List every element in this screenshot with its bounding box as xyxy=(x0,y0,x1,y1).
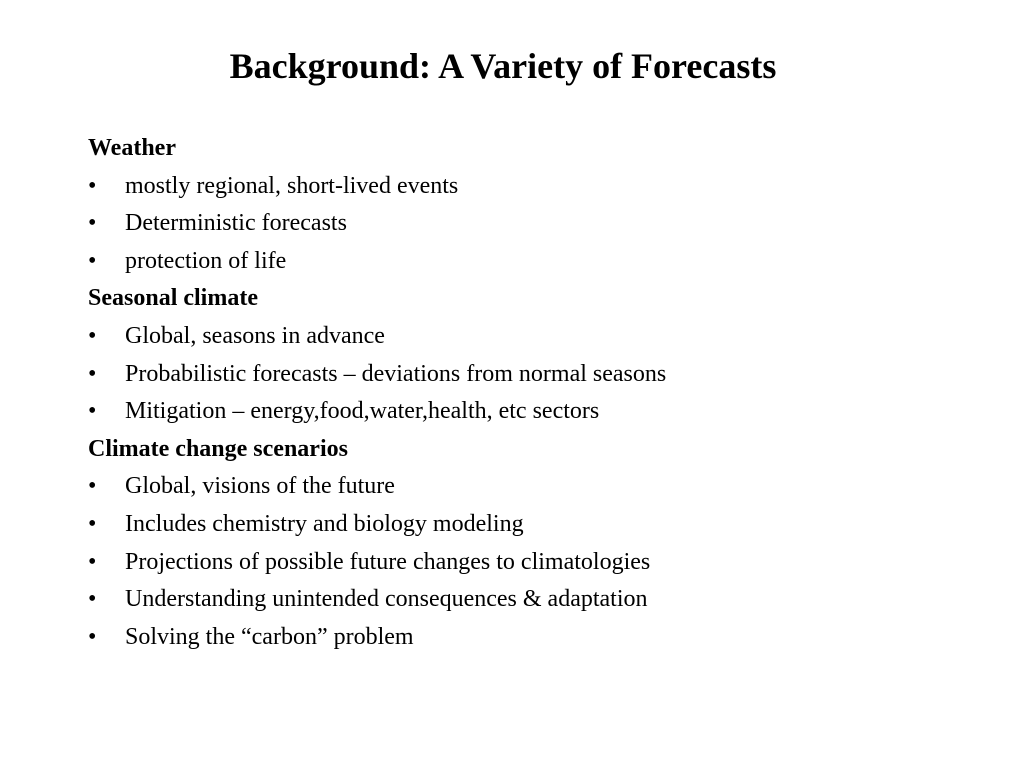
section-heading-climate-change-scenarios: Climate change scenarios xyxy=(88,435,348,462)
bullet-icon: • xyxy=(88,172,97,199)
bullet-text: Deterministic forecasts xyxy=(125,210,347,237)
bullet-icon: • xyxy=(88,586,97,613)
slide-title: Background: A Variety of Forecasts xyxy=(229,46,777,86)
bullet-text: Global, visions of the future xyxy=(125,473,395,500)
bullet-text: Mitigation – energy,food,water,health, etc sectors xyxy=(125,398,600,425)
bullet-item xyxy=(88,243,988,281)
slide-content xyxy=(88,130,988,656)
bullet-icon: • xyxy=(88,398,97,425)
bullet-item xyxy=(88,168,988,206)
bullet-icon: • xyxy=(88,623,97,650)
bullet-icon: • xyxy=(88,548,97,575)
bullet-text: mostly regional, short-lived events xyxy=(125,172,459,199)
bullet-item xyxy=(88,205,988,243)
bullet-text: Probabilistic forecasts – deviations from normal seasons xyxy=(125,360,667,387)
bullet-item xyxy=(88,356,988,394)
bullet-icon: • xyxy=(88,322,97,349)
bullet-text: Solving the “carbon” problem xyxy=(125,623,414,650)
bullet-icon: • xyxy=(88,473,97,500)
bullet-item xyxy=(88,581,988,619)
bullet-item xyxy=(88,619,988,657)
bullet-item xyxy=(88,506,988,544)
bullet-text: Projections of possible future changes to climatologies xyxy=(125,548,651,575)
bullet-icon: • xyxy=(88,210,97,237)
bullet-item xyxy=(88,544,988,582)
bullet-item xyxy=(88,468,988,506)
bullet-text: Includes chemistry and biology modeling xyxy=(125,510,524,537)
bullet-text: Understanding unintended consequences & adaptation xyxy=(125,586,648,613)
bullet-text: Global, seasons in advance xyxy=(125,322,385,349)
bullet-icon: • xyxy=(88,360,97,387)
bullet-icon: • xyxy=(88,247,97,274)
bullet-item xyxy=(88,393,988,431)
bullet-item xyxy=(88,318,988,356)
bullet-icon: • xyxy=(88,510,97,537)
section-heading-weather: Weather xyxy=(88,135,176,161)
bullet-text: protection of life xyxy=(125,247,287,274)
section-heading-seasonal-climate: Seasonal climate xyxy=(88,285,258,312)
